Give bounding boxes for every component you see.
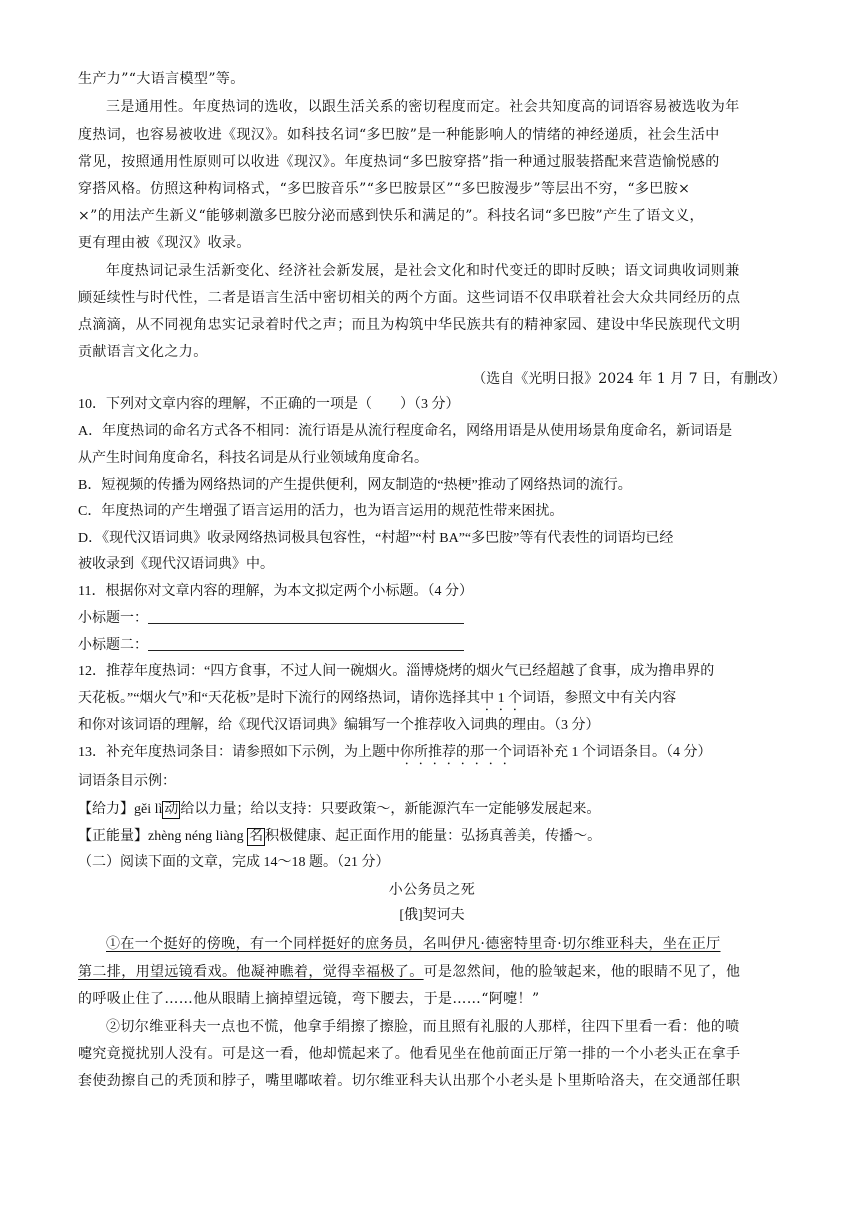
article-line: ②切尔维亚科夫一点也不慌，他拿手绢擦了擦脸，而且照有礼服的人那样，往四下里看一看：他的喷: [106, 1019, 740, 1035]
subtitle-1-blank[interactable]: [148, 608, 464, 624]
question-11-stem: 11．根据你对文章内容的理解，为本文拟定两个小标题。（4 分）: [78, 584, 473, 599]
passage-line: ×”的用法产生新义“能够刺激多巴胺分泌而感到快乐和满足的”。科技名词“多巴胺”产生了语文义，: [78, 208, 704, 224]
passage-line: 贡献语言文化之力。: [78, 344, 208, 360]
passage-line: 点滴滴，从不同视角忠实记录着时代之声；而且为构筑中华民族共有的精神家园、建设中华民族现代文明: [78, 317, 741, 333]
question-12-line: 12．推荐年度热词：“四方食事，不过人间一碗烟火。淄博烧烤的烟火气已经超越了食事，成为撸串界的: [78, 664, 715, 679]
part-of-speech-box: 动: [164, 802, 179, 817]
question-12-line: 和你对该词语的理解，给《现代汉语词典》编辑写一个推荐收入词典的理由。（3 分）: [78, 718, 600, 733]
article-title: 小公务员之死: [388, 882, 476, 898]
article-line: 嚏究竟搅扰别人没有。可是这一看，他却慌起来了。他看见坐在他前面正厅第一排的一个小老头正在拿手: [78, 1046, 741, 1062]
q12-emphasis: 中 1 个: [480, 691, 523, 706]
q10-option-b: B．短视频的传播为网络热词的产生提供便利，网友制造的“热梗”推动了网络热词的流行。: [78, 478, 632, 493]
q10-option-a-cont: 从产生时间角度命名，科技名词是从行业领域角度命名。: [78, 451, 428, 466]
article-text: 可是忽然间，他的脸皱起来，他的眼睛不见了，他: [423, 964, 741, 980]
article-line: [106, 933, 786, 955]
underlined-text: ①在一个挺好的傍晚，有一个同样挺好的庶务员，名叫伊凡·德密特里奇·切尔维亚科夫，坐在正厅: [106, 936, 721, 952]
source-citation: （选自《光明日报》2024 年 1 月 7 日，有删改）: [472, 371, 786, 387]
dictionary-entry-example: [78, 799, 786, 821]
passage-line: 顾延续性与时代性，二者是语言生活中密切相关的两个方面。这些词语不仅串联着社会大众共同经历的点: [78, 290, 741, 306]
question-13-line: [78, 742, 786, 768]
q10-option-d: D．《现代汉语词典》收录网络热词极具包容性，“村超”“村 BA”“多巴胺”等有代表性的词语均已经: [78, 531, 674, 546]
passage-line: 生产力”“大语言模型”等。: [78, 71, 245, 87]
passage-line: 度热词，也容易被收进《现汉》。如科技名词“多巴胺”是一种能影响人的情绪的神经递质，社会生活中: [78, 127, 720, 143]
article-line: 套使劲擦自己的秃顶和脖子，嘴里嘟哝着。切尔维亚科夫认出那个小老头是卜里斯哈洛夫，在交通部任职: [78, 1073, 741, 1089]
subtitle-2-row: [78, 635, 786, 657]
q12-text: 词语，参照文中有关内容: [522, 691, 677, 706]
passage-line: 穿搭风格。仿照这种构词格式，“多巴胺音乐”“多巴胺景区”“多巴胺漫步”等层出不穷，“多巴胺×: [78, 181, 691, 197]
passage-line: 年度热词记录生活新变化、经济社会新发展，是社会文化和时代变迁的即时反映；语文词典收词则兼: [106, 263, 740, 279]
passage-line: 三是通用性。年度热词的选收，以跟生活关系的密切程度而定。社会共知度高的词语容易被选收为年: [106, 99, 740, 115]
subtitle-1-label: 小标题一：: [78, 611, 148, 626]
example-label: 词语条目示例：: [78, 774, 176, 789]
passage-line: 常见，按照通用性原则可以收进《现汉》。年度热词“多巴胺穿搭”指一种通过服装搭配来营造愉悦感的: [78, 154, 720, 170]
q10-option-c: C．年度热词的产生增强了语言运用的活力，也为语言运用的规范性带来困扰。: [78, 504, 564, 519]
q10-option-d-cont: 被收录到《现代汉语词典》中。: [78, 557, 274, 572]
dictionary-entry-example: [78, 826, 786, 848]
underlined-text: 第二排，用望远镜看戏。他凝神瞧着，觉得幸福极了。: [78, 964, 424, 980]
question-10-stem: 10．下列对文章内容的理解，不正确的一项是（ ）（3 分）: [78, 397, 460, 412]
part-of-speech-box: 名: [249, 829, 264, 844]
subtitle-2-blank[interactable]: [148, 635, 464, 651]
article-line: [78, 961, 786, 983]
entry-headword: 【正能量】zhèng néng liàng: [78, 829, 248, 844]
entry-definition: 给以力量；给以支持：只要政策～，新能源汽车一定能够发展起来。: [180, 802, 601, 817]
q13-text: 词语补充 1 个词语条目。（4 分）: [512, 745, 712, 760]
section-2-intro: （二）阅读下面的文章，完成 14～18 题。（21 分）: [78, 855, 390, 870]
q12-text: 天花板。”“烟火气”和“天花板”是时下流行的网络热词，请你选择其: [78, 691, 481, 706]
subtitle-2-label: 小标题二：: [78, 638, 148, 653]
entry-headword: 【给力】gěi lì: [78, 802, 163, 817]
q13-text: 13．补充年度热词条目：请参照如下示例，为上题中: [78, 745, 400, 760]
entry-definition: 积极健康、起正面作用的能量：弘扬真善美，传播～。: [265, 829, 602, 844]
q13-emphasis: 你所推荐的那一个: [400, 745, 512, 760]
passage-line: 更有理由被《现汉》收录。: [78, 235, 251, 251]
subtitle-1-row: [78, 608, 786, 630]
article-author: [俄]契诃夫: [399, 908, 465, 923]
question-12-line: [78, 688, 786, 714]
q10-option-a: A．年度热词的命名方式各不相同：流行语是从流行程度命名，网络用语是从使用场景角度命名，新词语是: [78, 424, 733, 439]
article-line: 的呼吸止住了……他从眼睛上摘掉望远镜，弯下腰去，于是……“阿嚏！”: [78, 991, 540, 1007]
